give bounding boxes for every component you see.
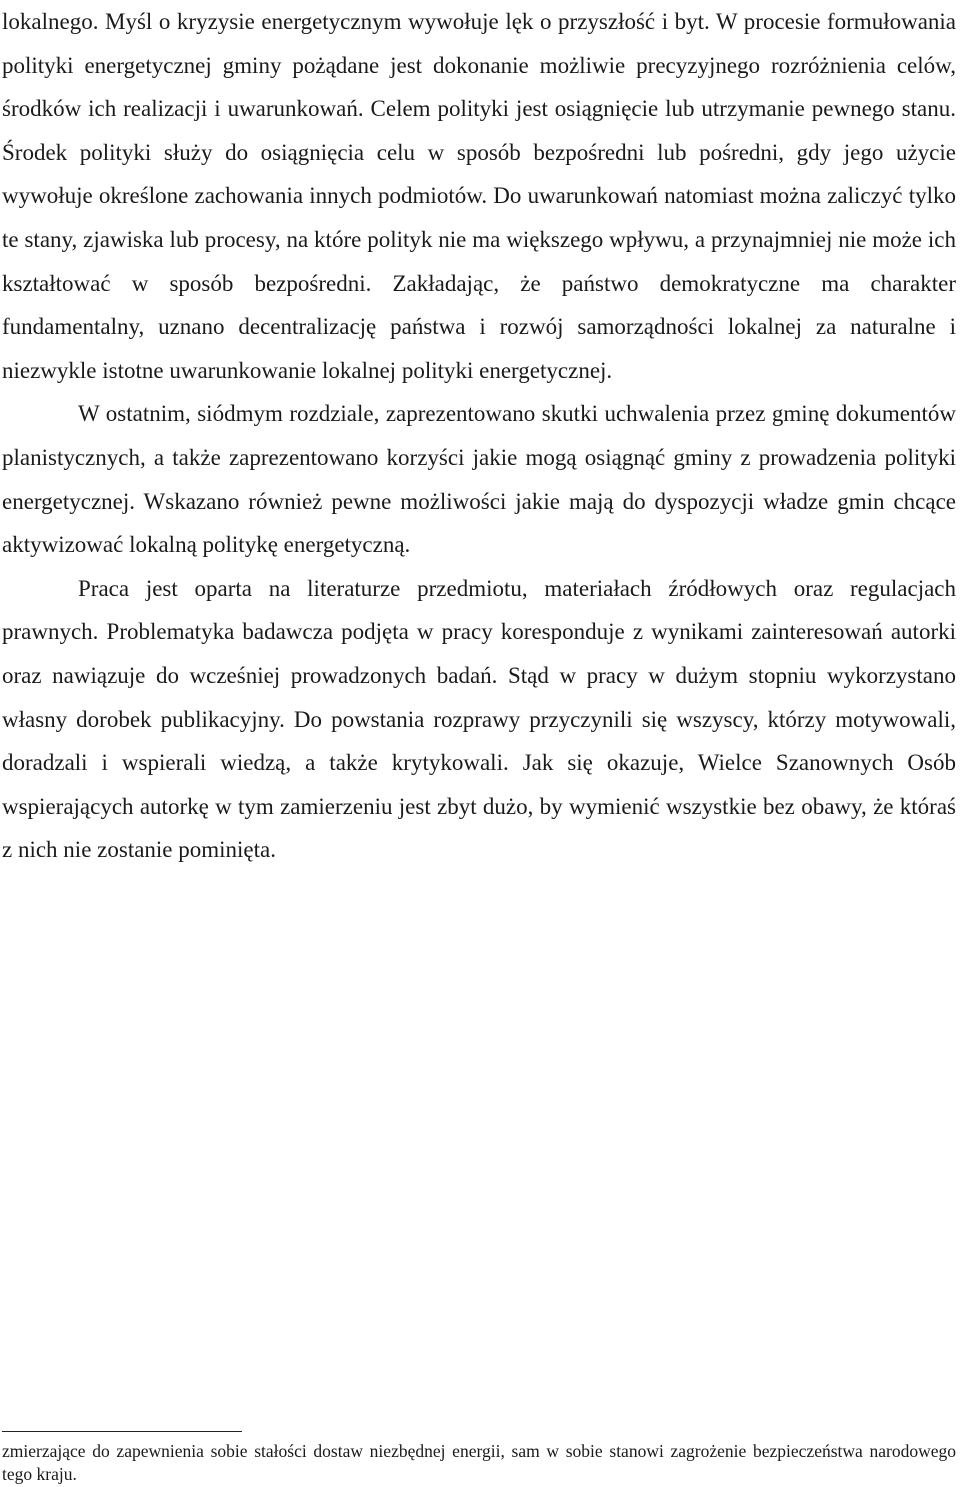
footnote-text: zmierzające do zapewnienia sobie stałości dostaw niezbędnej energii, sam w sobie stanowi zagrożenie bezpieczeństwa narodowego tego kraju. xyxy=(2,1441,956,1484)
paragraph-continuation: lokalnego. Myśl o kryzysie energetycznym wywołuje lęk o przyszłość i byt. W procesie formułowania polityki energetycznej gminy pożądane jest dokonanie możliwie precyzyjnego rozróżnienia celów, środków ich realizacji i uwarunkowań. Celem polityki jest osiągnięcie lub utrzymanie pewnego stanu. Środek polityki służy do osiągnięcia celu w sposób bezpośredni lub pośredni, gdy jego użycie wywołuje określone zachowania innych podmiotów. Do uwarunkowań natomiast można zaliczyć tylko te stany, zjawiska lub procesy, na które polityk nie ma większego wpływu, a przynajmniej nie może ich kształtować w sposób bezpośredni. Zakładając, że państwo demokratyczne ma charakter fundamentalny, uznano decentralizację państwa i rozwój samorządności lokalnej za naturalne i niezwykle istotne uwarunkowanie lokalnej polityki energetycznej. xyxy=(2,9,956,383)
footnote-separator xyxy=(2,1431,242,1432)
paragraph-chapter-seven: W ostatnim, siódmym rozdziale, zaprezentowano skutki uchwalenia przez gminę dokumentów planistycznych, a także zaprezentowano korzyści jakie mogą osiągnąć gminy z prowadzenia polityki energetycznej. Wskazano również pewne możliwości jakie mają do dyspozycji władze gmin chcące aktywizować lokalną politykę energetyczną. xyxy=(2,401,956,558)
paragraph-sources: Praca jest oparta na literaturze przedmiotu, materiałach źródłowych oraz regulacjach prawnych. Problematyka badawcza podjęta w pracy koresponduje z wynikami zainteresowań autorki oraz nawiązuje do wcześniej prowadzonych badań. Stąd w pracy w dużym stopniu wykorzystano własny dorobek publikacyjny. Do powstania rozprawy przyczynili się wszyscy, którzy motywowali, doradzali i wspierali wiedzą, a także krytykowali. Jak się okazuje, Wielce Szanownych Osób wspierających autorkę w tym zamierzeniu jest zbyt dużo, by wymienić wszystkie bez obawy, że któraś z nich nie zostanie pominięta. xyxy=(2,575,956,863)
document-body xyxy=(2,0,956,872)
footnote xyxy=(2,1440,956,1486)
